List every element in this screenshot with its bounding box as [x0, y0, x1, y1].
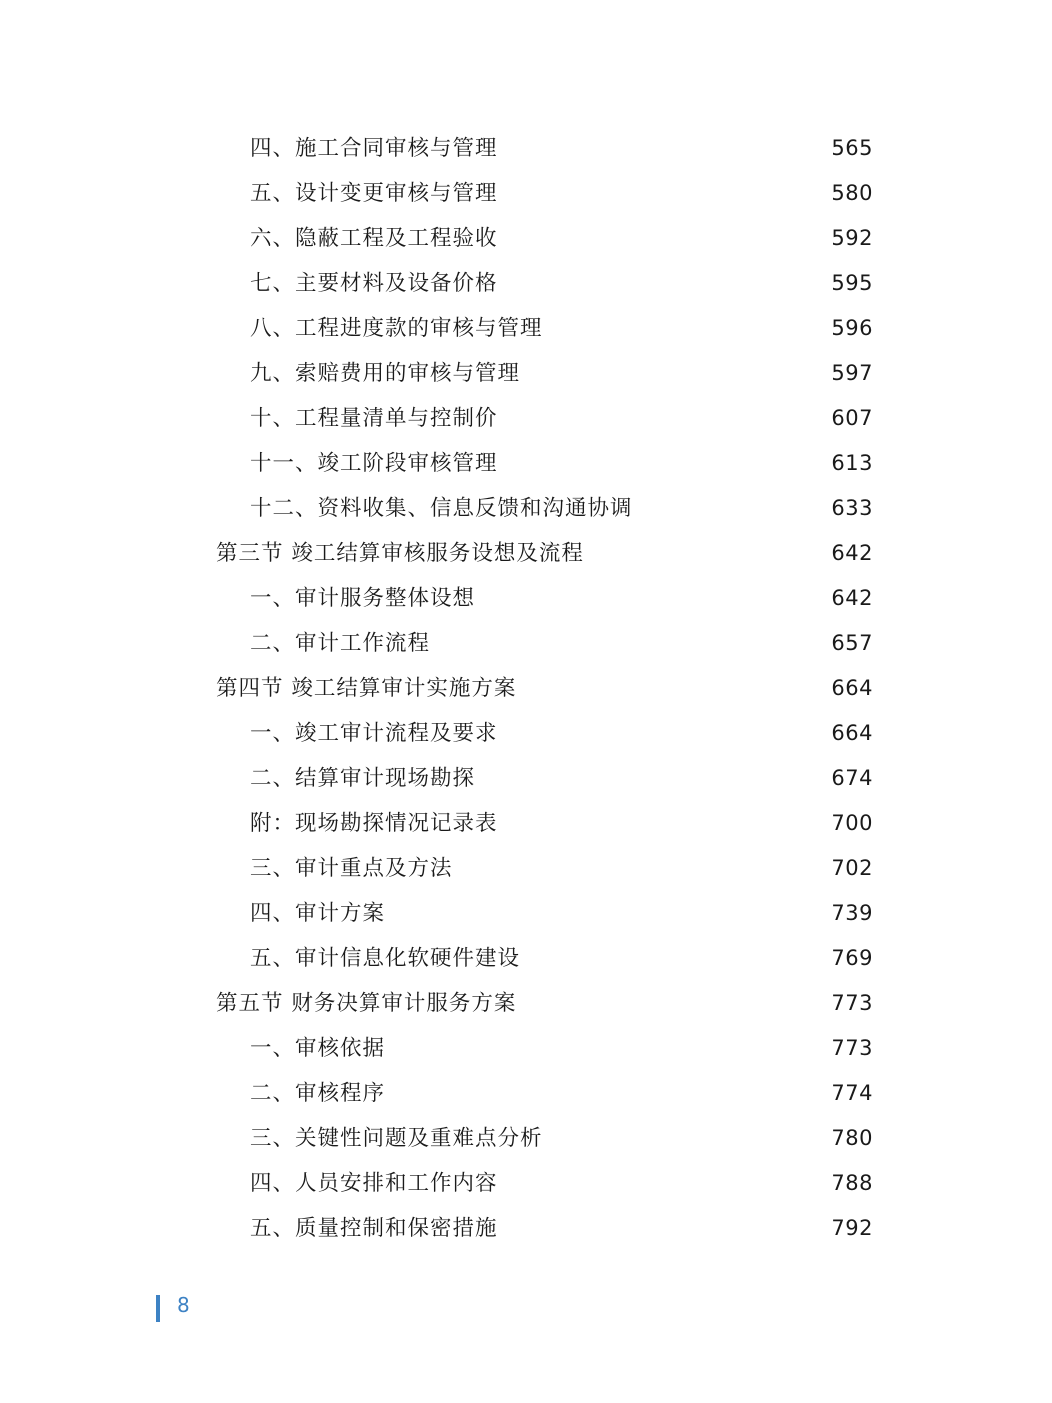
- toc-dot-leader: [508, 396, 824, 441]
- toc-entry-title: 三、审计重点及方法: [250, 856, 453, 881]
- toc-dot-leader: [508, 126, 824, 171]
- toc-section-entry[interactable]: [0, 666, 1052, 711]
- toc-entry[interactable]: [0, 801, 1052, 846]
- toc-dot-leader: [553, 1116, 824, 1161]
- toc-entry[interactable]: [0, 576, 1052, 621]
- toc-entry-title: 十、工程量清单与控制价: [250, 406, 498, 431]
- toc-entry-title: 附：现场勘探情况记录表: [250, 811, 498, 836]
- toc-entry-page-number: 596: [831, 316, 873, 340]
- toc-entry-page-number: 774: [831, 1081, 873, 1105]
- toc-dot-leader: [508, 711, 824, 756]
- toc-dot-leader: [508, 261, 824, 306]
- toc-entry[interactable]: [0, 261, 1052, 306]
- toc-section-entry[interactable]: [0, 981, 1052, 1026]
- toc-entry-page-number: 595: [831, 271, 873, 295]
- toc-dot-leader: [508, 801, 824, 846]
- toc-entry[interactable]: [0, 1026, 1052, 1071]
- toc-entry[interactable]: [0, 1161, 1052, 1206]
- toc-entry-title: 七、主要材料及设备价格: [250, 271, 498, 296]
- toc-dot-leader: [643, 486, 824, 531]
- toc-entry[interactable]: [0, 846, 1052, 891]
- toc-entry-title: 五、审计信息化软硬件建设: [250, 946, 521, 971]
- toc-section-entry[interactable]: [0, 531, 1052, 576]
- toc-entry-page-number: 597: [831, 361, 873, 385]
- toc-entry-title: 二、审计工作流程: [250, 631, 431, 656]
- toc-entry-page-number: 642: [831, 541, 873, 565]
- toc-entry-page-number: 739: [831, 901, 873, 925]
- toc-entry-title: 一、审计服务整体设想: [250, 586, 476, 611]
- toc-dot-leader: [395, 1026, 823, 1071]
- toc-entry-page-number: 700: [831, 811, 873, 835]
- toc-entry-page-number: 773: [831, 1036, 873, 1060]
- toc-dot-leader: [594, 531, 824, 576]
- toc-entry[interactable]: [0, 306, 1052, 351]
- toc-dot-leader: [508, 441, 824, 486]
- toc-entry-page-number: 788: [831, 1171, 873, 1195]
- toc-entry-page-number: 657: [831, 631, 873, 655]
- toc-entry-page-number: 702: [831, 856, 873, 880]
- toc-entry-page-number: 633: [831, 496, 873, 520]
- toc-entry-page-number: 613: [831, 451, 873, 475]
- toc-entry-page-number: 580: [831, 181, 873, 205]
- toc-entry[interactable]: [0, 486, 1052, 531]
- toc-dot-leader: [485, 756, 823, 801]
- toc-dot-leader: [526, 666, 823, 711]
- toc-dot-leader: [526, 981, 823, 1026]
- toc-entry-page-number: 592: [831, 226, 873, 250]
- toc-entry-title: 八、工程进度款的审核与管理: [250, 316, 543, 341]
- toc-dot-leader: [530, 351, 823, 396]
- toc-entry-page-number: 773: [831, 991, 873, 1015]
- toc-entry-title: 第三节 竣工结算审核服务设想及流程: [216, 541, 584, 566]
- toc-entry[interactable]: [0, 621, 1052, 666]
- toc-entry-title: 四、审计方案: [250, 901, 386, 926]
- toc-dot-leader: [508, 1161, 824, 1206]
- toc-entry-title: 二、结算审计现场勘探: [250, 766, 476, 791]
- footer-page-number: 8: [177, 1293, 190, 1317]
- toc-entry[interactable]: [0, 891, 1052, 936]
- toc-entry[interactable]: [0, 396, 1052, 441]
- toc-entry-page-number: 780: [831, 1126, 873, 1150]
- toc-entry-title: 第四节 竣工结算审计实施方案: [216, 676, 517, 701]
- table-of-contents: [0, 126, 1052, 1251]
- toc-entry-title: 四、施工合同审核与管理: [250, 136, 498, 161]
- toc-entry[interactable]: [0, 756, 1052, 801]
- toc-entry[interactable]: [0, 441, 1052, 486]
- toc-dot-leader: [508, 171, 824, 216]
- toc-entry-title: 五、质量控制和保密措施: [250, 1216, 498, 1241]
- toc-entry[interactable]: [0, 351, 1052, 396]
- toc-entry-page-number: 792: [831, 1216, 873, 1240]
- toc-entry-page-number: 607: [831, 406, 873, 430]
- toc-entry[interactable]: [0, 711, 1052, 756]
- toc-entry[interactable]: [0, 171, 1052, 216]
- toc-entry-title: 一、竣工审计流程及要求: [250, 721, 498, 746]
- toc-entry-title: 四、人员安排和工作内容: [250, 1171, 498, 1196]
- toc-dot-leader: [508, 1206, 824, 1251]
- toc-dot-leader: [395, 1071, 823, 1116]
- toc-entry-page-number: 664: [831, 721, 873, 745]
- toc-entry-title: 六、隐蔽工程及工程验收: [250, 226, 498, 251]
- toc-entry-title: 一、审核依据: [250, 1036, 386, 1061]
- toc-entry[interactable]: [0, 1206, 1052, 1251]
- toc-entry-page-number: 642: [831, 586, 873, 610]
- toc-entry-page-number: 664: [831, 676, 873, 700]
- toc-dot-leader: [463, 846, 824, 891]
- toc-entry-title: 三、关键性问题及重难点分析: [250, 1126, 543, 1151]
- toc-dot-leader: [553, 306, 824, 351]
- toc-entry[interactable]: [0, 936, 1052, 981]
- footer-accent-bar: [156, 1295, 160, 1322]
- toc-entry[interactable]: [0, 1071, 1052, 1116]
- toc-entry-title: 二、审核程序: [250, 1081, 386, 1106]
- toc-dot-leader: [440, 621, 823, 666]
- toc-entry-page-number: 769: [831, 946, 873, 970]
- toc-dot-leader: [395, 891, 823, 936]
- toc-entry[interactable]: [0, 216, 1052, 261]
- toc-entry-title: 第五节 财务决算审计服务方案: [216, 991, 517, 1016]
- toc-entry-title: 九、索赔费用的审核与管理: [250, 361, 521, 386]
- toc-entry-page-number: 674: [831, 766, 873, 790]
- toc-entry-title: 十一、竣工阶段审核管理: [250, 451, 498, 476]
- toc-dot-leader: [530, 936, 823, 981]
- toc-dot-leader: [485, 576, 823, 621]
- toc-entry[interactable]: [0, 1116, 1052, 1161]
- toc-entry-title: 五、设计变更审核与管理: [250, 181, 498, 206]
- toc-dot-leader: [508, 216, 824, 261]
- toc-entry-title: 十二、资料收集、信息反馈和沟通协调: [250, 496, 633, 521]
- toc-entry[interactable]: [0, 126, 1052, 171]
- toc-entry-page-number: 565: [831, 136, 873, 160]
